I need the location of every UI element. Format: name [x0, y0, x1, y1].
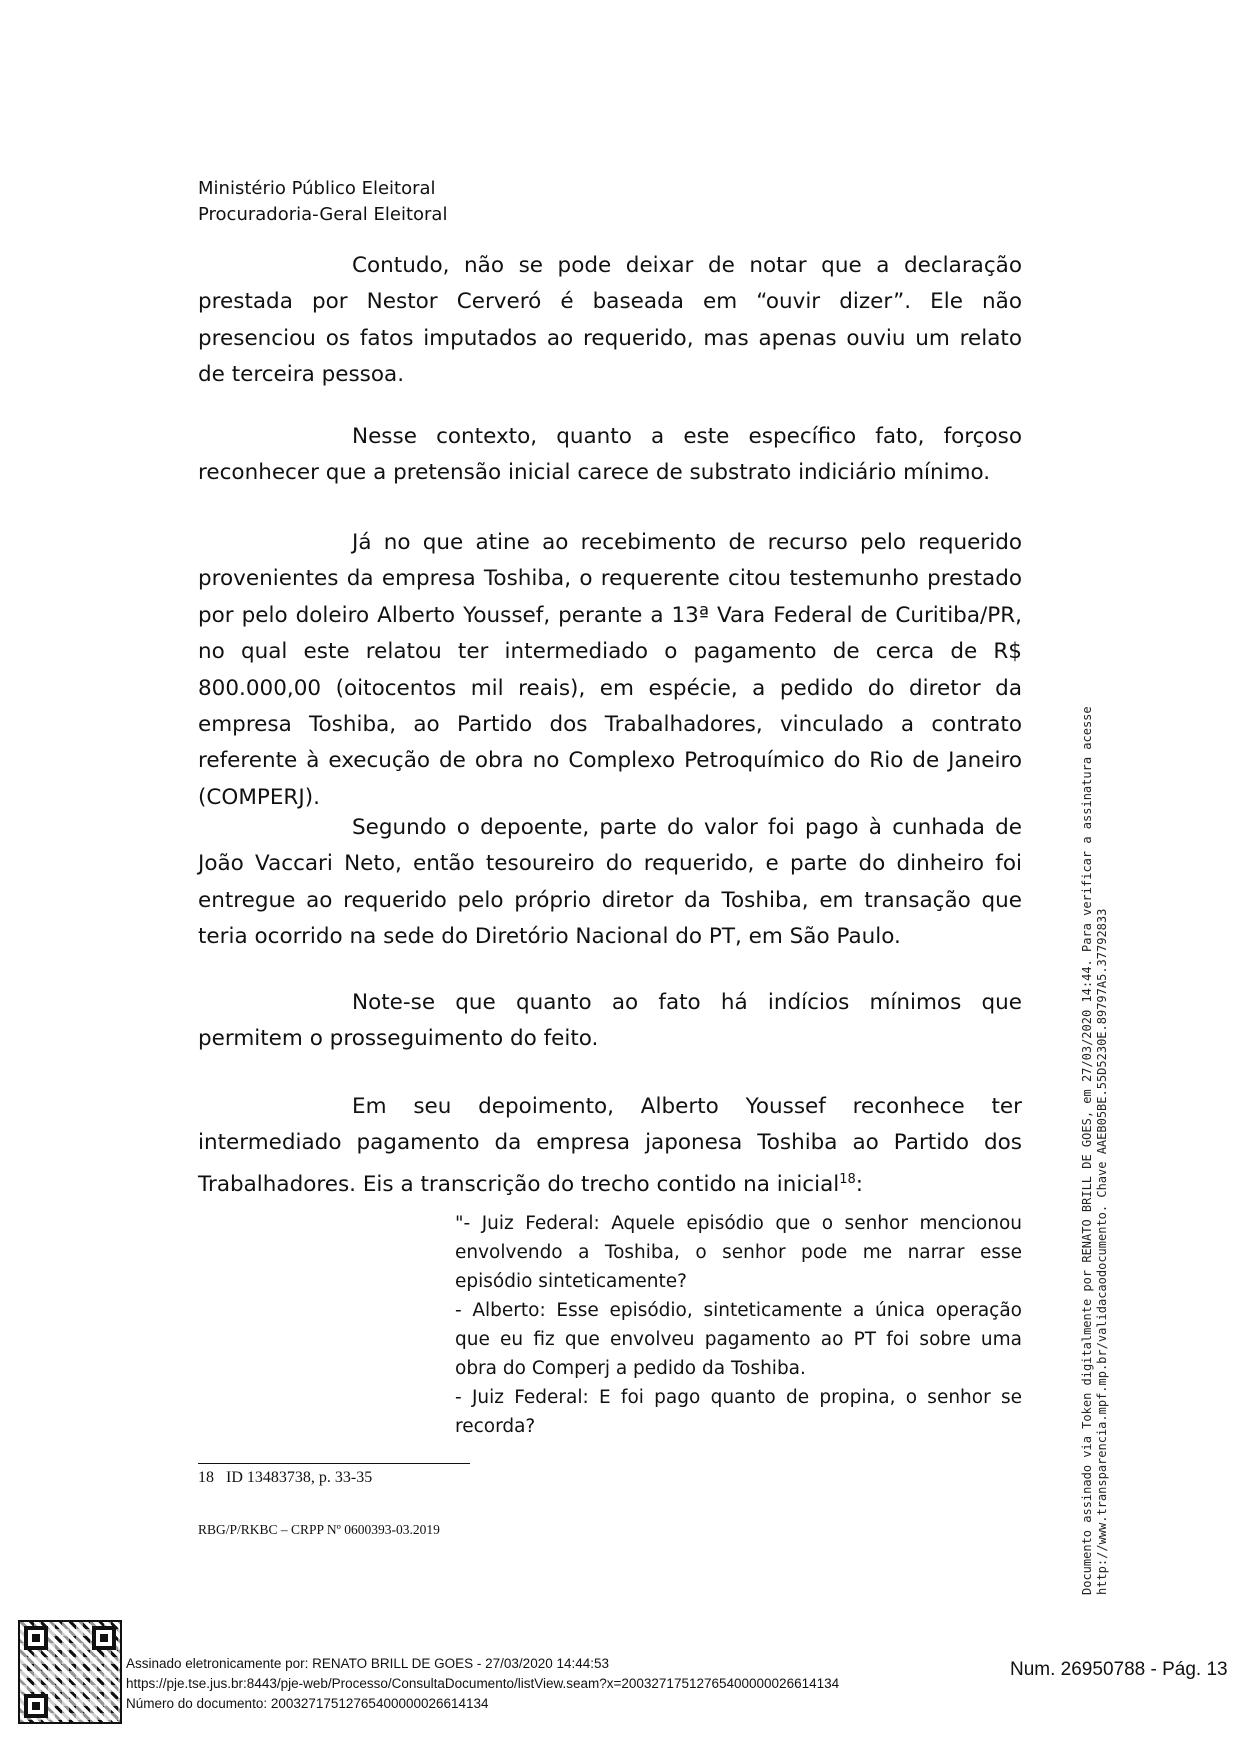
- page-number: Num. 26950788 - Pág. 13: [1010, 1659, 1228, 1680]
- paragraph-6-colon: :: [855, 1171, 864, 1197]
- paragraph-3: Já no que atine ao recebimento de recurso pelo requerido provenientes da empresa Toshiba, o requerente citou testemunho prestado por pelo doleiro Alberto Youssef, perante a 13ª Vara Federal de Curitiba/PR, no qual este relatou ter intermediado o pagamento de cerca de R$ 800.000,00 (oitocentos mil reais), em espécie, a pedido do diretor da empresa Toshiba, ao Partido dos Trabalhadores, vinculado a contrato referente à execução de obra no Complexo Petroquímico do Rio de Janeiro (COMPERJ).: [198, 530, 1022, 810]
- qr-finder-bottom-left: [24, 1694, 48, 1718]
- signature-url[interactable]: https://pje.tse.jus.br:8443/pje-web/Processo/ConsultaDocumento/listView.seam?x=20032717512765400000026614134: [126, 1676, 840, 1691]
- header-department: Procuradoria-Geral Eleitoral: [198, 204, 448, 225]
- document-reference: RBG/P/RKBC – CRPP Nº 0600393-03.2019: [198, 1522, 440, 1537]
- electronic-signature-info: [126, 1654, 839, 1714]
- paragraph-1: Contudo, não se pode deixar de notar que a declaração prestada por Nestor Cerveró é baseada em “ouvir dizer”. Ele não presenciou os fatos imputados ao requerido, mas apenas ouviu um relato de terceira pessoa.: [198, 253, 1022, 388]
- testimony-quote: [455, 1209, 1022, 1441]
- qr-finder-top-right: [92, 1626, 116, 1650]
- quote-line-alberto: - Alberto: Esse episódio, sinteticamente a única operação que eu fiz que envolveu pagamento ao PT foi sobre uma obra do Comperj a pedido da Toshiba.: [455, 1300, 1022, 1379]
- signature-document-number: Número do documento: 20032717512765400000026614134: [126, 1696, 489, 1711]
- header-institution: Ministério Público Eleitoral: [198, 178, 436, 199]
- document-header: [198, 176, 447, 228]
- stamp-line-2: http://www.transparencia.mpf.mp.br/validacaodocumento. Chave AAEB05BE.55D5230E.89797A5.37792833: [1094, 908, 1109, 1595]
- qr-finder-top-left: [24, 1626, 48, 1650]
- paragraph-6-text: Em seu depoimento, Alberto Youssef reconhece ter intermediado pagamento da empresa japonesa Toshiba ao Partido dos Trabalhadores. Eis a transcrição do trecho contido na inicial: [198, 1094, 1022, 1197]
- paragraph-5: Note-se que quanto ao fato há indícios mínimos que permitem o prosseguimento do feito.: [198, 990, 1022, 1052]
- signature-signer: Assinado eletronicamente por: RENATO BRILL DE GOES - 27/03/2020 14:44:53: [126, 1656, 610, 1671]
- quote-line-judge-2: - Juiz Federal: E foi pago quanto de propina, o senhor se recorda?: [455, 1387, 1022, 1437]
- paragraph-2: Nesse contexto, quanto a este específico fato, forçoso reconhecer que a pretensão inicial carece de substrato indiciário mínimo.: [198, 424, 1022, 486]
- stamp-line-1: Documento assinado via Token digitalmente por RENATO BRILL DE GOES, em 27/03/2020 14:44. Para verificar a assinatura acesse: [1080, 706, 1094, 1595]
- footnote-text: ID 13483738, p. 33-35: [226, 1469, 373, 1486]
- footnote-divider: [198, 1463, 470, 1464]
- quote-line-judge-1: "- Juiz Federal: Aquele episódio que o senhor mencionou envolvendo a Toshiba, o senhor pode me narrar esse episódio sinteticamente?: [455, 1213, 1022, 1292]
- paragraph-4: Segundo o depoente, parte do valor foi pago à cunhada de João Vaccari Neto, então tesoureiro do requerido, e parte do dinheiro foi entregue ao requerido pelo próprio diretor da Toshiba, em transação que teria ocorrido na sede do Diretório Nacional do PT, em São Paulo.: [198, 815, 1022, 950]
- digital-signature-stamp: [1080, 515, 1109, 1595]
- footnote-ref: 18: [839, 1171, 856, 1187]
- paragraph-6: [198, 1089, 1022, 1203]
- footnote-number: 18: [198, 1469, 214, 1486]
- footnote: [198, 1469, 372, 1487]
- qr-code: [18, 1620, 122, 1724]
